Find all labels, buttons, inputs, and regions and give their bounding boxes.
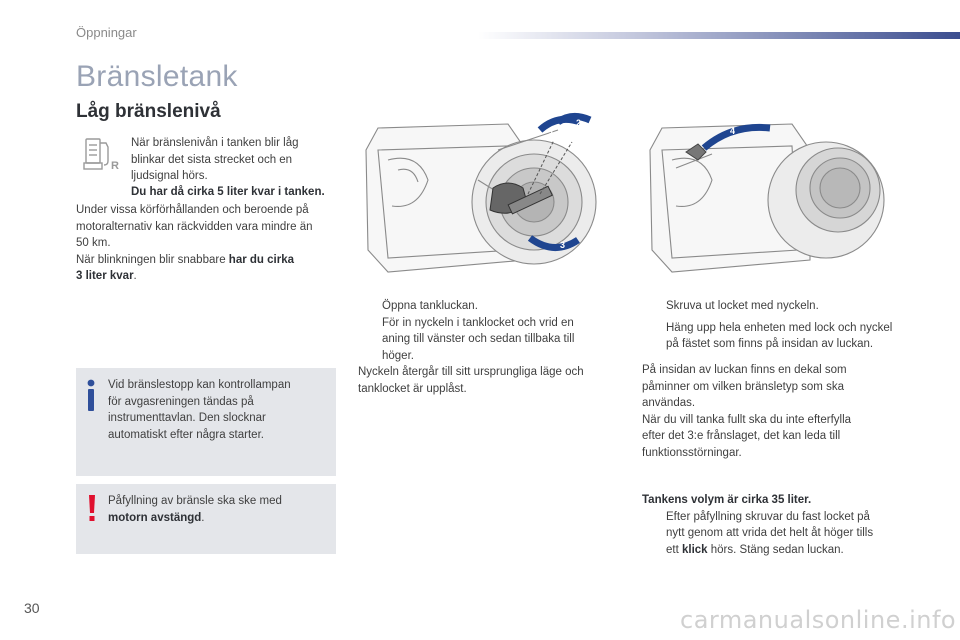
warning-line: Påfyllning av bränsle ska ske med: [108, 495, 282, 507]
blink-bold: har du cirka: [228, 253, 294, 266]
note-line: efter det 3:e frånslaget, det kan leda till: [642, 430, 841, 442]
instructions-col3: [642, 298, 904, 353]
bullet-bold: klick: [681, 543, 708, 556]
instructions-col2: [358, 298, 608, 397]
info-line: automatiskt efter några starter.: [108, 428, 264, 441]
warning-bold: motorn avstängd: [108, 511, 202, 524]
step-label-1: 1: [549, 126, 555, 136]
fuel-flap-key-illustration: [358, 110, 616, 278]
note-line: funktionsstörningar.: [642, 446, 742, 459]
fuel-gauge-icon: [78, 135, 124, 175]
gauge-line: När bränslenivån i tanken blir låg: [131, 137, 299, 149]
note-line: På insidan av luckan finns en dekal som: [642, 364, 847, 376]
warning-line: [108, 510, 330, 527]
unlock-line: Nyckeln återgår till sitt ursprungliga läge och: [358, 366, 584, 378]
note-line: påminner om vilken bränsletyp som ska: [642, 380, 844, 393]
range-line: motoralternativ kan räckvidden vara mindre än: [76, 220, 313, 233]
header-bar: [478, 32, 960, 39]
bullet-text: För in nyckeln i tanklocket och vrid en: [382, 316, 574, 329]
bullet-text: Häng upp hela enheten med lock och nyckel: [666, 321, 893, 334]
info-box-text: [108, 377, 330, 443]
bullet-text: nytt genom att vrida det helt åt höger tills: [666, 527, 874, 539]
instruction-bullet: [358, 315, 608, 365]
blink-bold: 3 liter kvar: [76, 270, 134, 282]
exclamation-icon: [84, 493, 100, 525]
bullet-text: ett: [666, 543, 682, 556]
warning-end: .: [201, 511, 205, 524]
watermark: carmanualsonline.info: [680, 606, 957, 634]
sticker-note: [642, 362, 904, 461]
svg-text:R: R: [111, 160, 119, 172]
gauge-line: blinkar det sista strecket och en: [131, 153, 293, 166]
gauge-line: ljudsignal hörs.: [131, 170, 208, 182]
section-subtitle: Låg bränslenivå: [76, 101, 221, 122]
warning-box-text: [108, 493, 330, 526]
page-number: 30: [24, 600, 40, 616]
instruction-bullet: [358, 298, 608, 315]
bullet-text: Skruva ut locket med nyckeln.: [666, 300, 819, 312]
blink-text: När blinkningen blir snabbare: [76, 253, 229, 266]
unlock-line: tanklocket är upplåst.: [358, 382, 467, 395]
bullet-text: Öppna tankluckan.: [382, 300, 478, 312]
step-label-3: 3: [560, 240, 566, 250]
blink-line: [76, 252, 348, 269]
bullet-text: hörs. Stäng sedan luckan.: [707, 543, 844, 556]
note-line: När du vill tanka fullt ska du inte efterfylla: [642, 413, 852, 426]
bullet-text: aning till vänster och sedan tillbaka till: [382, 333, 575, 345]
info-icon: [82, 378, 100, 414]
range-line: Under vissa körförhållanden och beroende på: [76, 204, 309, 216]
bullet-text: Efter påfyllning skruvar du fast locket på: [666, 510, 870, 523]
blink-line: [76, 268, 348, 285]
tank-volume-section: [642, 492, 904, 558]
note-line: användas.: [642, 397, 696, 409]
info-line: Vid bränslestopp kan kontrollampan: [108, 379, 291, 391]
fuel-cap-hang-illustration: [642, 110, 900, 278]
page-title: Bränsletank: [76, 60, 238, 93]
blink-end: .: [133, 270, 137, 282]
step-label-2: 2: [576, 118, 582, 128]
bullet-text: på fästet som finns på insidan av luckan.: [666, 338, 874, 350]
instruction-bullet: [642, 298, 904, 315]
step-label-4: 4: [730, 126, 736, 136]
info-line: för avgasreningen tändas på: [108, 395, 254, 408]
gauge-description: [131, 135, 346, 185]
instruction-bullet: [642, 320, 904, 353]
gauge-bold-note: [131, 184, 351, 201]
gauge-bold: Du har då cirka 5 liter kvar i tanken.: [131, 186, 325, 198]
range-line: 50 km.: [76, 237, 111, 249]
range-text: [76, 202, 348, 285]
instruction-bullet: [642, 509, 904, 559]
info-line: instrumenttavlan. Den slocknar: [108, 412, 266, 424]
section-label: Öppningar: [76, 25, 137, 40]
tank-volume: Tankens volym är cirka 35 liter.: [642, 494, 812, 506]
bullet-text: höger.: [382, 349, 414, 362]
